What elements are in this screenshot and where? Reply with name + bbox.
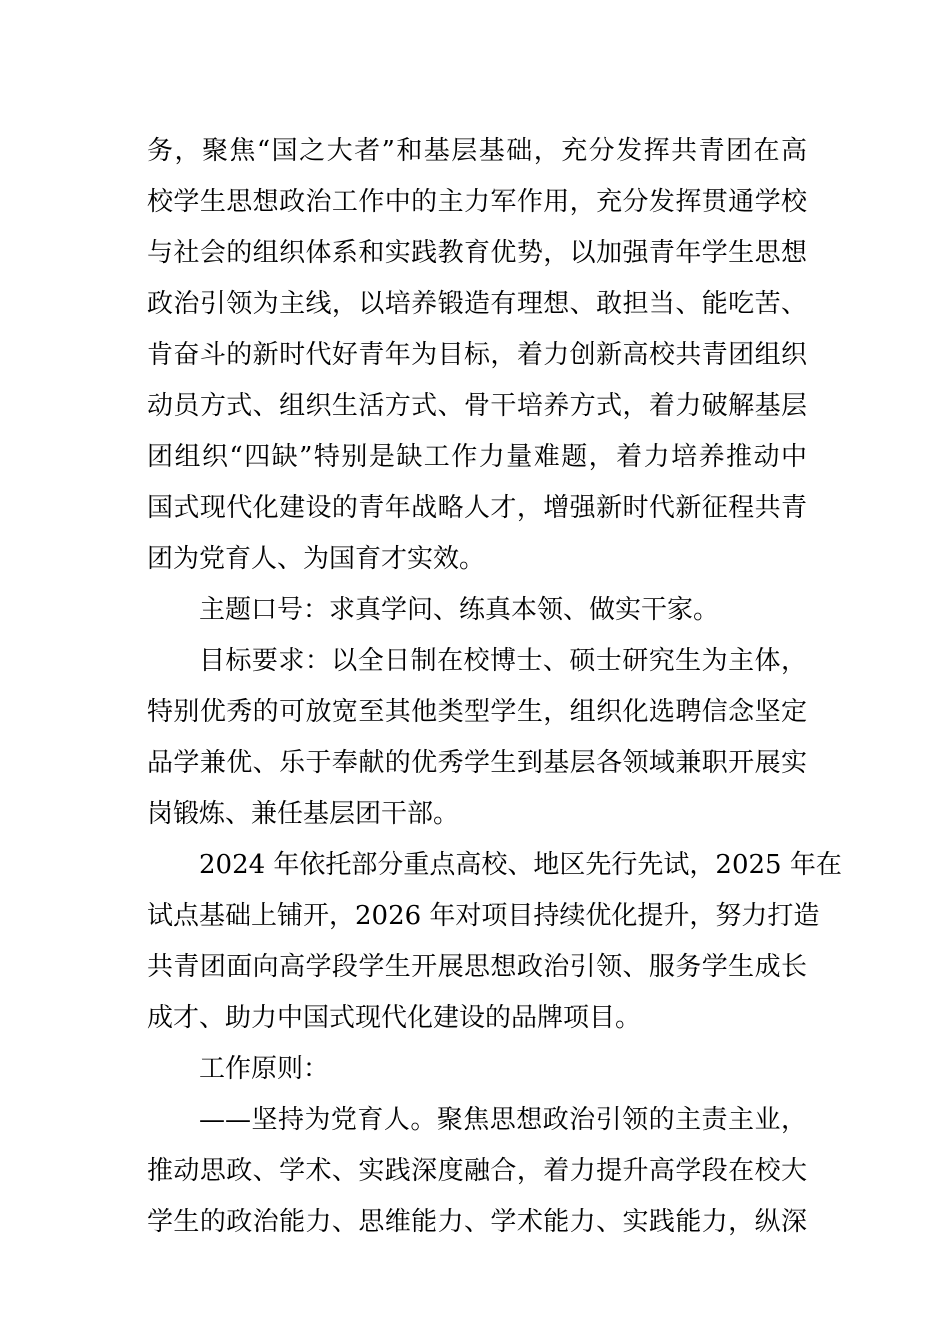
text-line: 政治引领为主线，以培养锻造有理想、敢担当、能吃苦、: [147, 289, 807, 319]
text-line: 肯奋斗的新时代好青年为目标，着力创新高校共青团组织: [147, 340, 807, 370]
text-line: 团为党育人、为国育才实效。: [147, 544, 486, 574]
text-line: 动员方式、组织生活方式、骨干培养方式，着力破解基层: [147, 391, 807, 421]
body-text: [147, 126, 842, 1248]
text-line: 校学生思想政治工作中的主力军作用，充分发挥贯通学校: [147, 187, 807, 217]
timeline-line: 2024 年依托部分重点高校、地区先行先试，2025 年在: [199, 850, 842, 880]
text-line: 国式现代化建设的青年战略人才，增强新时代新征程共青: [147, 493, 807, 523]
text-line: 学生的政治能力、思维能力、学术能力、实践能力，纵深: [147, 1207, 807, 1237]
theme-slogan-line: 主题口号：求真学问、练真本领、做实干家。: [199, 595, 720, 625]
goal-requirements-line: 目标要求：以全日制在校博士、硕士研究生为主体，: [199, 646, 807, 676]
text-line: 务，聚焦“国之大者”和基层基础，充分发挥共青团在高: [147, 136, 807, 166]
work-principles-heading: 工作原则：: [199, 1054, 330, 1084]
text-line: 岗锻炼、兼任基层团干部。: [147, 799, 460, 829]
text-line: 共青团面向高学段学生开展思想政治引领、服务学生成长: [147, 952, 807, 982]
text-line: 团组织“四缺”特别是缺工作力量难题，着力培养推动中: [147, 442, 807, 472]
text-line: 试点基础上铺开，2026 年对项目持续优化提升，努力打造: [147, 901, 820, 931]
text-line: 与社会的组织体系和实践教育优势，以加强青年学生思想: [147, 238, 807, 268]
text-line: 推动思政、学术、实践深度融合，着力提升高学段在校大: [147, 1156, 807, 1186]
text-line: 特别优秀的可放宽至其他类型学生，组织化选聘信念坚定: [147, 697, 807, 727]
principle-line: ——坚持为党育人。聚焦思想政治引领的主责主业，: [199, 1105, 807, 1135]
text-line: 品学兼优、乐于奉献的优秀学生到基层各领域兼职开展实: [147, 748, 807, 778]
text-line: 成才、助力中国式现代化建设的品牌项目。: [147, 1003, 642, 1033]
